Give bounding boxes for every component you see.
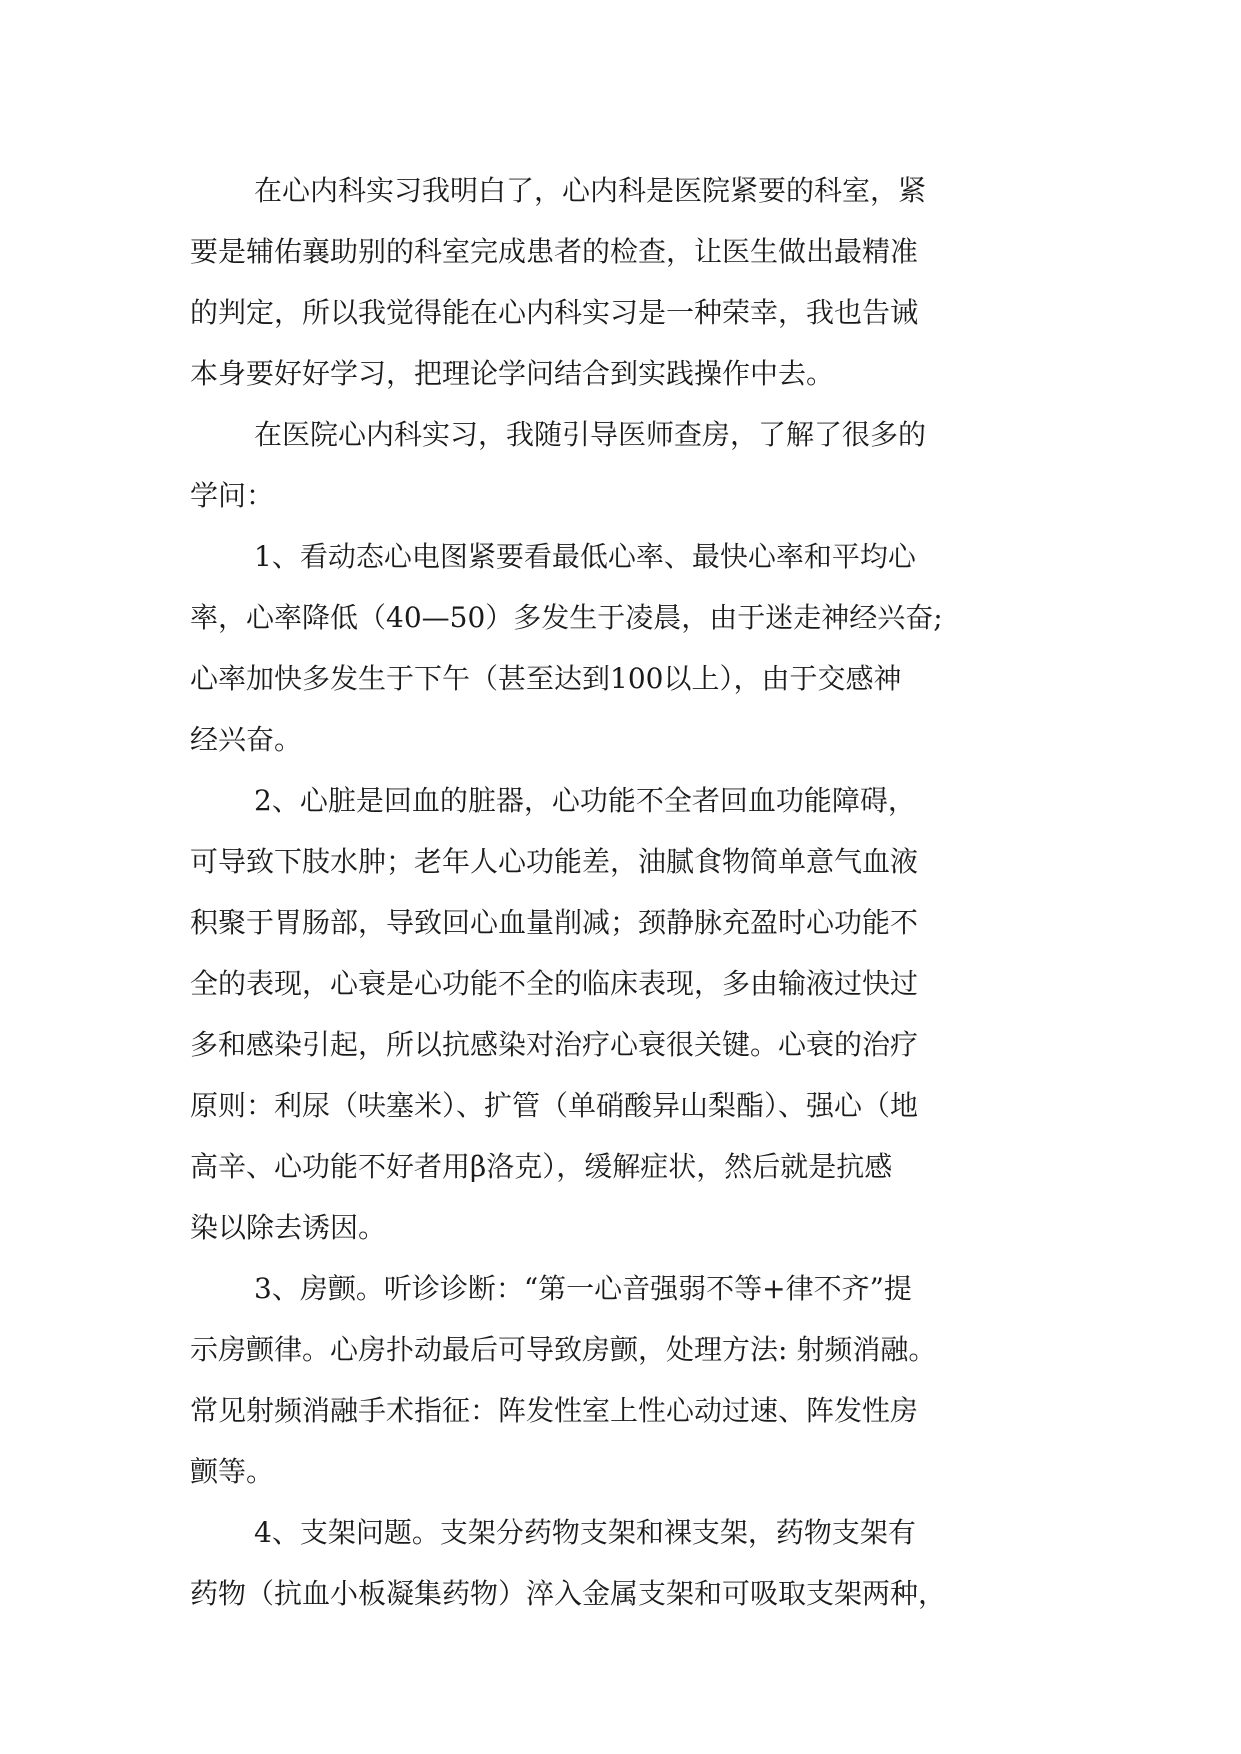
paragraph-line: 率，心率降低（40—50）多发生于凌晨，由于迷走神经兴奋; — [190, 601, 943, 634]
body-text — [190, 160, 1050, 1624]
paragraph-line: 2、心脏是回血的脏器，心功能不全者回血功能障碍， — [254, 784, 916, 817]
paragraph-line: 染以除去诱因。 — [190, 1211, 387, 1244]
paragraph-line: 常见射频消融手术指征：阵发性室上性心动过速、阵发性房 — [190, 1394, 919, 1427]
paragraph-line: 在心内科实习我明白了，心内科是医院紧要的科室，紧 — [254, 174, 927, 207]
paragraph-line: 药物（抗血小板凝集药物）淬入金属支架和可吸取支架两种， — [190, 1577, 947, 1610]
paragraph-line: 要是辅佑襄助别的科室完成患者的检查，让医生做出最精准 — [190, 235, 919, 268]
paragraph-line: 经兴奋。 — [190, 723, 303, 756]
paragraph-line: 可导致下肢水肿；老年人心功能差，油腻食物简单意气血液 — [190, 845, 919, 878]
paragraph-line: 多和感染引起，所以抗感染对治疗心衰很关键。心衰的治疗 — [190, 1028, 919, 1061]
paragraph-line: 高辛、心功能不好者用β洛克），缓解症状，然后就是抗感 — [190, 1150, 893, 1183]
paragraph-line: 学问： — [190, 479, 275, 512]
paragraph-line: 颤等。 — [190, 1455, 275, 1488]
paragraph-line: 3、房颤。听诊诊断：“第一心音强弱不等+律不齐”提 — [254, 1272, 912, 1305]
paragraph-line: 本身要好好学习，把理论学问结合到实践操作中去。 — [190, 357, 835, 390]
paragraph-line: 全的表现，心衰是心功能不全的临床表现，多由输液过快过 — [190, 967, 919, 1000]
paragraph-line: 在医院心内科实习，我随引导医师查房，了解了很多的 — [254, 418, 927, 451]
paragraph-line: 1、看动态心电图紧要看最低心率、最快心率和平均心 — [254, 540, 916, 573]
paragraph-line: 的判定，所以我觉得能在心内科实习是一种荣幸，我也告诫 — [190, 296, 919, 329]
paragraph-line: 示房颤律。心房扑动最后可导致房颤，处理方法: 射频消融。 — [190, 1333, 937, 1366]
paragraph-line: 4、支架问题。支架分药物支架和裸支架，药物支架有 — [254, 1516, 916, 1549]
paragraph-line: 心率加快多发生于下午（甚至达到100以上），由于交感神 — [190, 662, 902, 695]
paragraph-line: 原则：利尿（呋塞米）、扩管（单硝酸异山梨酯）、强心（地 — [190, 1089, 919, 1122]
paragraph-line: 积聚于胃肠部，导致回心血量削减；颈静脉充盈时心功能不 — [190, 906, 919, 939]
